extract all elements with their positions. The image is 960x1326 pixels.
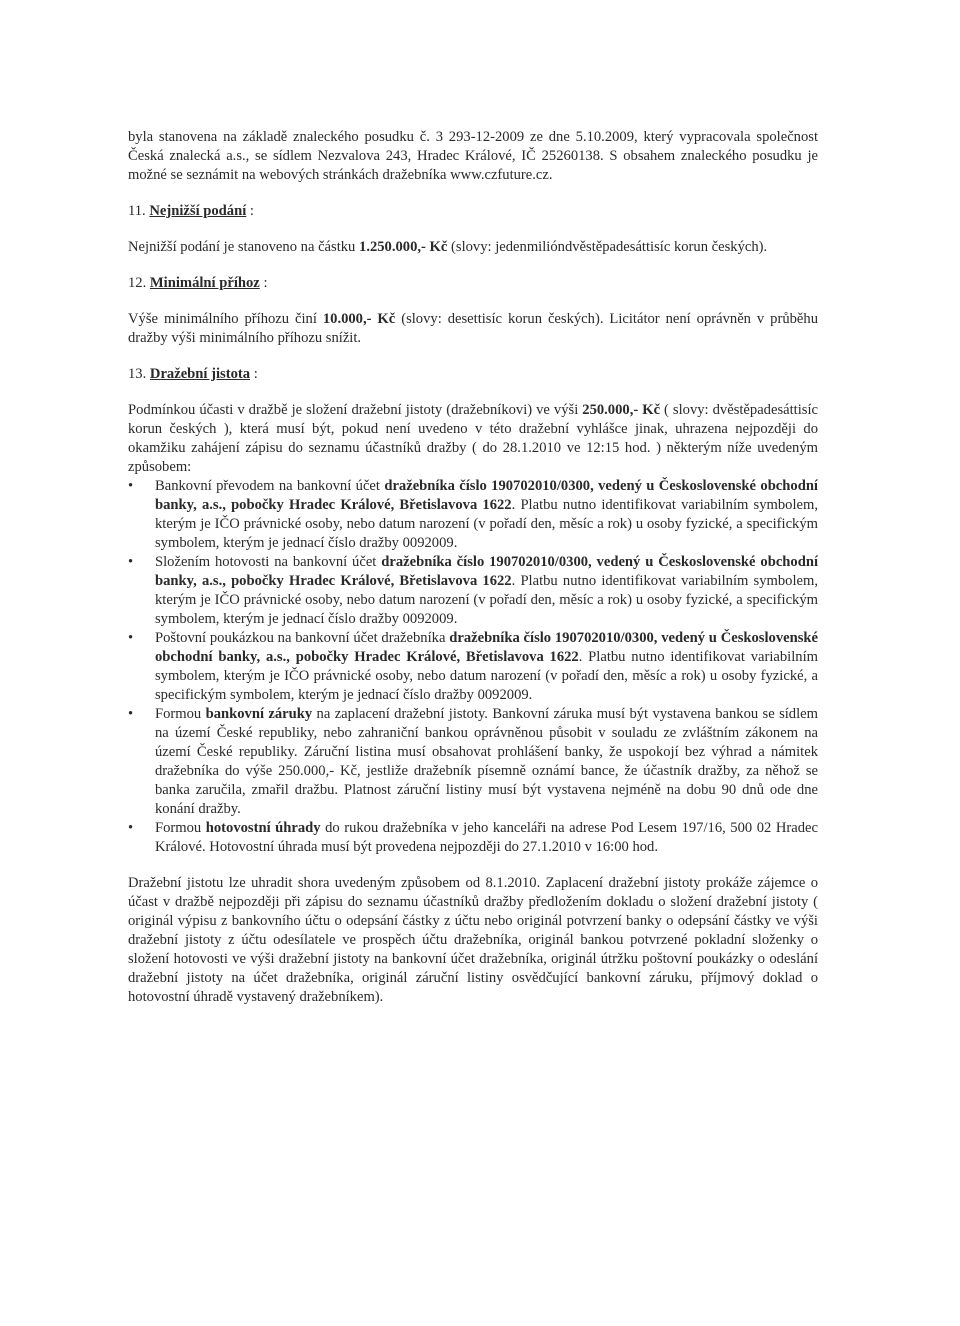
text-run: Výše minimálního příhozu činí [128,311,323,327]
amount: 250.000,- Kč [582,402,661,418]
section-title: Dražební jistota [149,366,251,382]
section-12-heading [128,274,818,293]
final-text: Dražební jistotu lze uhradit shora uvedeným způsobem od 8.1.2010. Zaplacení dražební jistoty prokáže zájemce o účast v dražbě nejpozději při zápisu do seznamu účastníků dražby předložením dokladu o složení dražební jistoty ( originál výpisu z bankovního účtu o odepsání částky z účtu nebo originál potvrzení banky o odepsání částky ve výši dražební jistoty z účtu odesílatele ve prospěch účtu dražebníka, originál bankou potvrzené pokladní složenky o složení hotovosti ve výši dražební jistoty na bankovní účet dražebníka, originál útržku poštovní poukázky o odeslání dražební jistoty na účet dražebníka, originál záruční listiny osvědčující bankovní záruku, příjmový doklad o hotovostní úhradě vystavený dražebníkem). [128,875,818,1005]
intro-paragraph [128,128,818,185]
list-item [128,819,818,857]
text-run: na zaplacení dražební jistoty. Bankovní záruka musí být vystavena bankou se sídlem na území České republiky, nebo zahraniční bankou oprávněnou působit v souladu ze zvláštním zákonem na území České republiky. Záruční listina musí obsahovat prohlášení banky, že uspokojí bez výhrad a námitek dražebníka do výše 250.000,- Kč, jestliže dražebník písemně oznámí bance, že účastník dražby, za něhož se banka zaručila, zmařil dražbu. Platnost záruční listiny musí být vystavena nejméně na dobu 90 dnů ode dne konání dražby. [155,706,818,817]
bullet-icon: • [128,554,134,570]
bullet-icon: • [128,630,134,646]
text-run: Poštovní poukázkou na bankovní účet dražebníka [155,630,450,646]
text-run: do rukou dražebníka v jeho kanceláři na adrese Pod Lesem 197/16, 500 02 Hradec Králové. Hotovostní úhrada musí být provedena nejpozději do 27.1.2010 v 16:00 hod. [155,820,818,855]
intro-text: byla stanovena na základě znaleckého posudku č. 3 293-12-2009 ze dne 5.10.2009, který vypracovala společnost Česká znalecká a.s., se sídlem Nezvalova 243, Hradec Králové, IČ 25260138. S obsahem znaleckého posudku je možné se seznámit na webových stránkách dražebníka www.czfuture.cz. [128,129,818,183]
text-run: Bankovní převodem na bankovní účet [155,478,385,494]
text-run: . Platbu nutno identifikovat variabilním symbolem, kterým je IČO právnické osoby, nebo datum narození (v pořadí den, měsíc a rok) u osoby fyzické, a specifickým symbolem, kterým je jednací číslo dražby 0092009. [155,497,818,551]
payment-methods-list [128,477,818,857]
section-13-heading [128,365,818,384]
text-run: (slovy: jedenmilióndvěstěpadesáttisíc korun českých). [447,239,768,255]
section-number: 11. [128,203,146,219]
list-item [128,705,818,819]
bold-run: bankovní záruky [205,706,313,722]
bold-run: dražebníka číslo 190702010/0300, vedený u Československé obchodní banky, a.s., pobočky Hradec Králové, Břetislavova 1622 [155,554,818,589]
list-item [128,629,818,705]
section-colon: : [249,203,254,219]
section-number: 12. [128,275,147,291]
bold-run: dražebníka číslo 190702010/0300, vedený u Československé obchodní banky, a.s., pobočky Hradec Králové, Břetislavova 1622 [155,478,818,513]
bullet-icon: • [128,706,134,722]
list-item [128,553,818,629]
text-run: Formou [155,706,206,722]
amount: 1.250.000,- Kč [359,239,448,255]
text-run: Formou [155,820,206,836]
text-run: ( slovy: dvěstěpadesáttisíc korun českých ), která musí být, pokud není uvedeno v této dražební vyhlášce jinak, uhrazena nejpozději do okamžiku zahájení zápisu do seznamu účastníků dražby ( do 28.1.2010 ve 12:15 hod. ) některým níže uvedeným způsobem: [128,402,818,475]
section-12-body [128,310,818,348]
text-run: Podmínkou účasti v dražbě je složení dražební jistoty (dražebníkovi) ve výši [128,402,583,418]
document-page [128,128,818,1007]
bold-run: dražebníka číslo 190702010/0300, vedený u Československé obchodní banky, a.s., pobočky Hradec Králové, Břetislavova 1622 [155,630,818,665]
section-colon: : [253,366,258,382]
section-11-body [128,238,818,257]
section-colon: : [263,275,268,291]
section-number: 13. [128,366,147,382]
text-run: . Platbu nutno identifikovat variabilním symbolem, kterým je IČO právnické osoby, nebo datum narození (v pořadí den, měsíc a rok) u osoby fyzické, a specifickým symbolem, kterým je jednací číslo dražby 0092009. [155,573,818,627]
section-title: Minimální příhoz [149,275,260,291]
final-paragraph [128,874,818,1007]
text-run: Složením hotovosti na bankovní účet [155,554,382,570]
section-title: Nejnižší podání [149,203,247,219]
bold-run: hotovostní úhrady [205,820,321,836]
text-run: . Platbu nutno identifikovat variabilním symbolem, kterým je IČO právnické osoby, nebo datum narození (v pořadí den, měsíc a rok) u osoby fyzické, a specifickým symbolem, kterým je jednací číslo dražby 0092009. [155,649,818,703]
list-item [128,477,818,553]
text-run: Nejnižší podání je stanoveno na částku [128,239,360,255]
amount: 10.000,- Kč [322,311,396,327]
text-run: (slovy: desettisíc korun českých). Licitátor není oprávněn v průběhu dražby výši minimálního příhozu snížit. [128,311,818,346]
section-11-heading [128,202,818,221]
section-13-body [128,401,818,477]
bullet-icon: • [128,820,134,836]
bullet-icon: • [128,478,134,494]
